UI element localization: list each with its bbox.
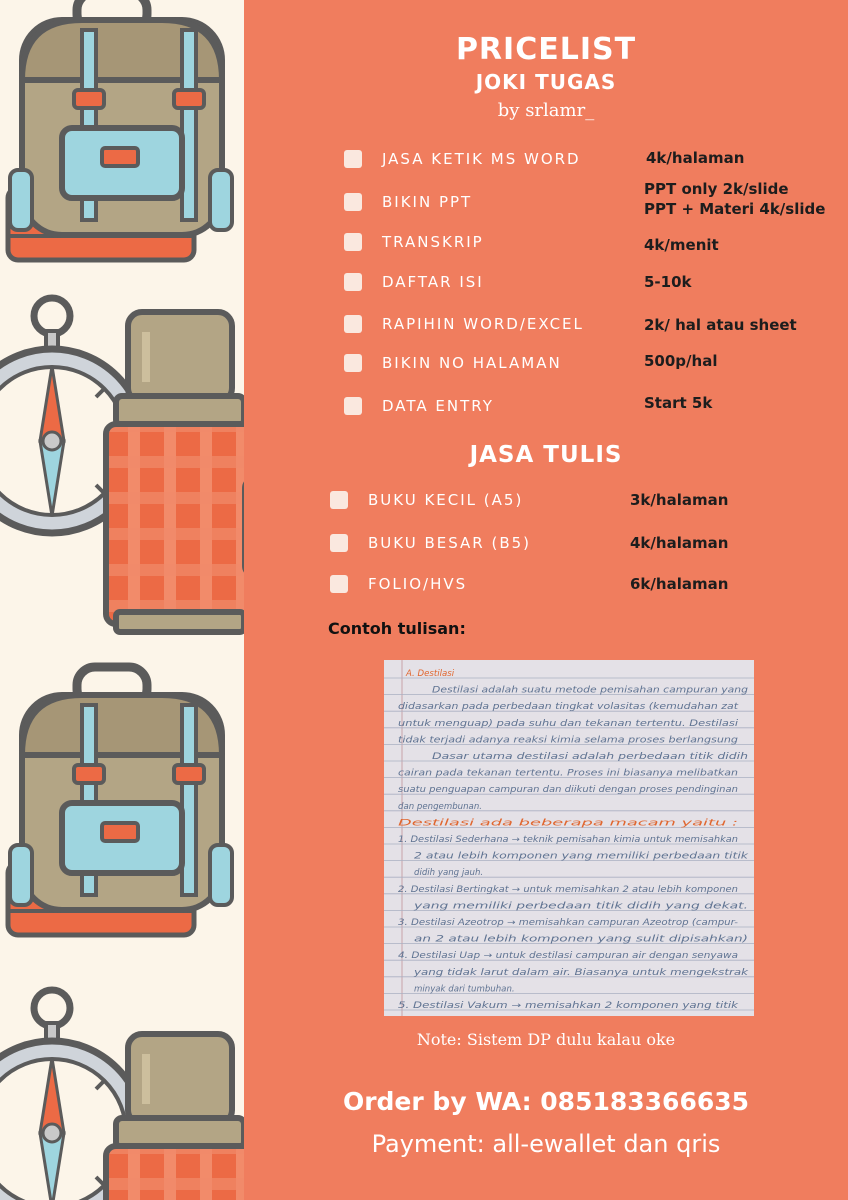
handwriting-line: minyak dari tumbuhan. — [414, 984, 515, 995]
handwriting-sample-image — [384, 660, 754, 1016]
checkbox-icon[interactable] — [330, 575, 348, 593]
handwriting-line: 3. Destilasi Azeotrop → memisahkan campuran Azeotrop (campur- — [398, 918, 738, 928]
tulis-price: 4k/halaman — [630, 534, 729, 552]
service-price: PPT only 2k/slide — [644, 180, 789, 198]
checkbox-icon[interactable] — [344, 150, 362, 168]
page-subtitle: JOKI TUGAS — [475, 70, 617, 94]
handwriting-line: Dasar utama destilasi adalah perbedaan titik didih — [432, 752, 748, 762]
handwriting-line: 2 atau lebih komponen yang memiliki perbedaan titik — [414, 851, 750, 862]
page-title: PRICELIST — [455, 32, 637, 67]
checkbox-icon[interactable] — [330, 491, 348, 509]
handwriting-line: cairan pada tekanan tertentu. Proses ini biasanya melibatkan — [398, 768, 738, 779]
tulis-price: 3k/halaman — [630, 491, 729, 509]
service-label: BIKIN PPT — [382, 193, 473, 211]
handwriting-line: an 2 atau lebih komponen yang sulit dipisahkan) — [414, 934, 748, 945]
service-price: 4k/halaman — [646, 149, 745, 167]
service-price: 2k/ hal atau sheet — [644, 316, 797, 334]
tulis-label: BUKU BESAR (B5) — [368, 534, 532, 552]
handwriting-line: didih yang jauh. — [414, 868, 484, 879]
handwriting-line: A. Destilasi — [406, 669, 455, 679]
section-title-jasa-tulis: JASA TULIS — [469, 442, 623, 468]
pricelist-panel — [244, 0, 848, 1200]
checkbox-icon[interactable] — [330, 534, 348, 552]
handwriting-line: yang memiliki perbedaan titik didih yang dekat. — [412, 901, 748, 912]
service-label: DATA ENTRY — [382, 397, 494, 415]
handwriting-line: 4. Destilasi Uap → untuk destilasi campuran air dengan senyawa — [398, 951, 738, 962]
payment-methods: Payment: all-ewallet dan qris — [371, 1130, 721, 1158]
service-price: 5-10k — [644, 273, 692, 291]
service-label: TRANSKRIP — [382, 233, 484, 251]
example-heading: Contoh tulisan: — [328, 619, 466, 638]
checkbox-icon[interactable] — [344, 193, 362, 211]
handwriting-line: 5. Destilasi Vakum → memisahkan 2 komponen yang titik — [398, 1001, 740, 1011]
service-price: PPT + Materi 4k/slide — [644, 200, 826, 218]
service-label: RAPIHIN WORD/EXCEL — [382, 315, 584, 333]
checkbox-icon[interactable] — [344, 233, 362, 251]
checkbox-icon[interactable] — [344, 397, 362, 415]
service-label: DAFTAR ISI — [382, 273, 484, 291]
order-contact: Order by WA: 085183366635 — [342, 1087, 750, 1116]
service-label: JASA KETIK MS WORD — [382, 150, 581, 168]
handwriting-line: tidak terjadi adanya reaksi kimia selama proses berlangsung — [398, 735, 739, 746]
handwriting-line: 1. Destilasi Sederhana → teknik pemisahan kimia untuk memisahkan — [398, 835, 738, 845]
handwriting-line: dan pengembunan. — [398, 801, 482, 812]
handwriting-line: Destilasi ada beberapa macam yaitu : — [398, 818, 739, 829]
handwriting-line: 2. Destilasi Bertingkat → untuk memisahkan 2 atau lebih komponen — [398, 884, 738, 895]
checkbox-icon[interactable] — [344, 315, 362, 333]
handwriting-line: untuk menguap) pada suhu dan tekanan tertentu. Destilasi — [398, 718, 739, 729]
illustration-canvas — [0, 0, 244, 1200]
tulis-label: BUKU KECIL (A5) — [368, 491, 524, 509]
tulis-price: 6k/halaman — [630, 575, 729, 593]
handwriting-line: yang tidak larut dalam air. Biasanya untuk mengekstrak — [412, 967, 750, 978]
tulis-label: FOLIO/HVS — [368, 575, 468, 593]
handwriting-sample-photo — [384, 660, 754, 1016]
service-price: 4k/menit — [644, 236, 719, 254]
handwriting-line: suatu penguapan campuran dan diikuti dengan proses pendinginan — [398, 785, 738, 796]
service-label: BIKIN NO HALAMAN — [382, 354, 562, 372]
handwriting-line: didasarkan pada perbedaan tingkat volasitas (kemudahan zat — [398, 702, 739, 713]
author-credit: by srlamr_ — [497, 100, 595, 121]
service-price: Start 5k — [644, 394, 713, 412]
handwriting-line: Destilasi adalah suatu metode pemisahan campuran yang — [432, 685, 749, 696]
dp-note: Note: Sistem DP dulu kalau oke — [416, 1030, 676, 1049]
decorative-strip — [0, 0, 244, 1200]
checkbox-icon[interactable] — [344, 273, 362, 291]
service-price: 500p/hal — [644, 352, 718, 370]
checkbox-icon[interactable] — [344, 354, 362, 372]
